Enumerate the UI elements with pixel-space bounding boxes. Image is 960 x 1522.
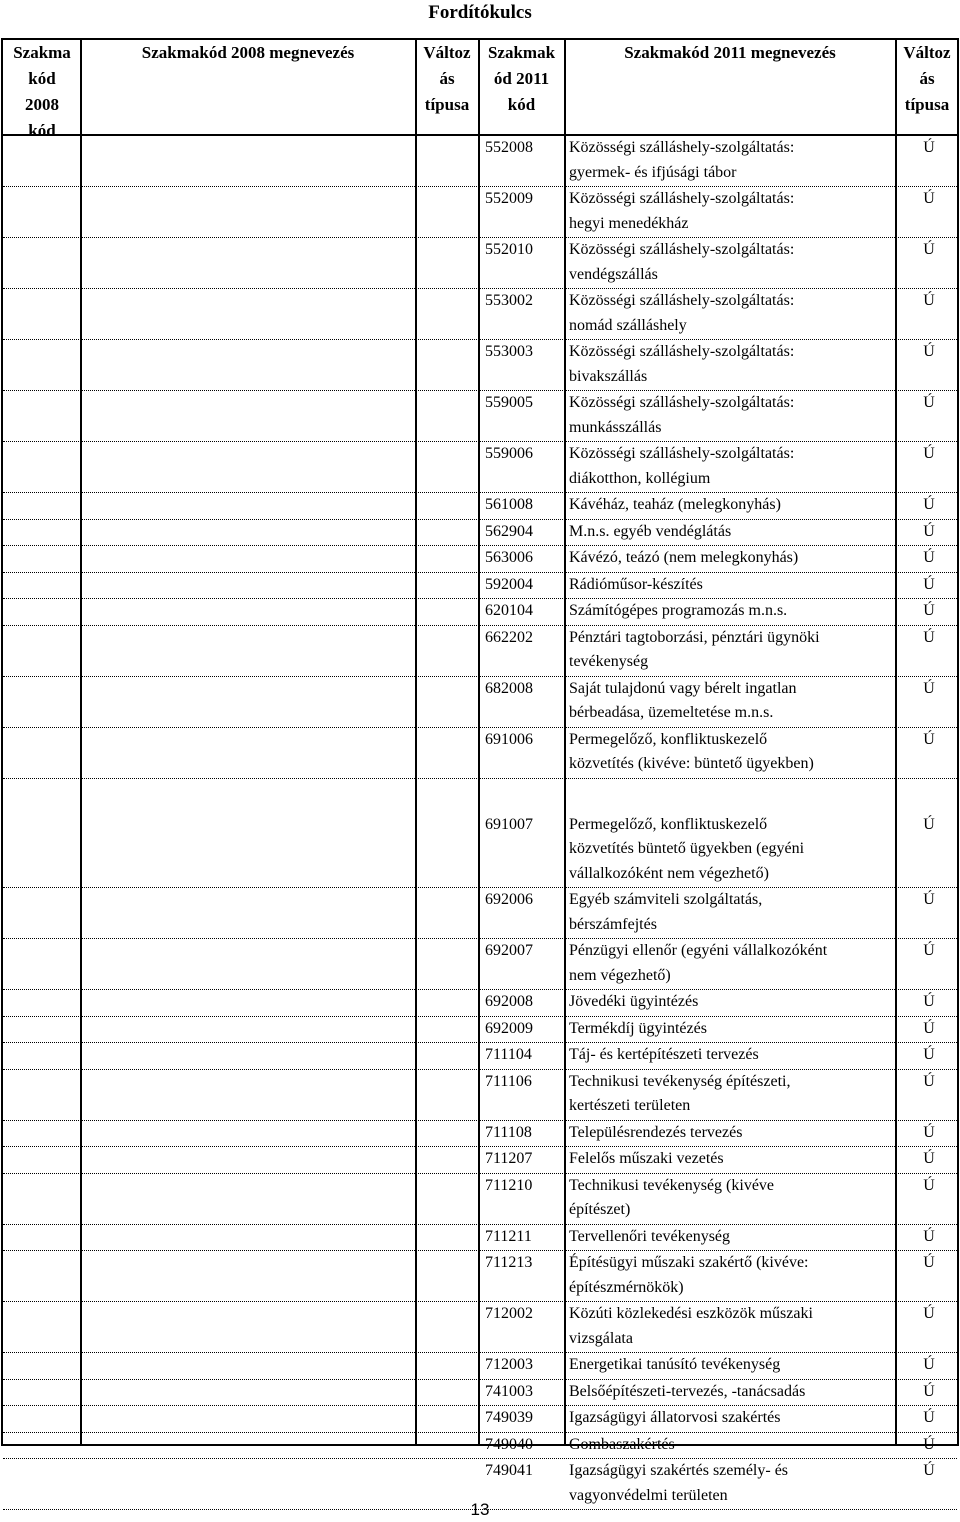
- szakmakod-2011-cell: 552008: [485, 139, 533, 156]
- table-row: [3, 391, 957, 440]
- table-row: [3, 493, 957, 518]
- megnevezes-line: Igazságügyi állatorvosi szakértés: [569, 1409, 781, 1426]
- page-number: 13: [470, 1500, 490, 1519]
- table-row: [3, 1147, 957, 1172]
- megnevezes-line: Permegelőző, konfliktuskezelő: [569, 815, 768, 833]
- table-row: [3, 626, 957, 675]
- table-row: [3, 442, 957, 491]
- szakmakod-2011-cell: 711104: [485, 1046, 532, 1063]
- megnevezes-line: hegyi menedékház: [569, 214, 689, 232]
- szakmakod-2011-cell: 691006: [485, 730, 533, 748]
- valtozas-tipusa-cell: Ú: [923, 575, 935, 593]
- megnevezes-line: gyermek- és ifjúsági tábor: [569, 163, 737, 181]
- header-szakmakod-2011: Szakmak ód 2011 kód: [487, 43, 556, 114]
- megnevezes-2011-cell: [569, 1121, 899, 1146]
- megnevezes-2011-cell: [569, 391, 899, 440]
- megnevezes-2011-cell: [569, 187, 899, 236]
- table-row: [3, 187, 957, 236]
- szakmakod-2011-cell: 553003: [485, 343, 533, 360]
- szakmakod-2011-cell: 712002: [485, 1305, 533, 1322]
- szakmakod-2011-cell: 692006: [485, 891, 533, 908]
- megnevezes-2011-cell: [569, 340, 899, 389]
- megnevezes-line: Tervellenőri tevékenység: [569, 1227, 731, 1245]
- megnevezes-2011-cell: [569, 1174, 899, 1223]
- megnevezes-line: bérszámfejtés: [569, 915, 657, 933]
- header-szakma-kod-2008: Szakma kód 2008 kód: [13, 43, 71, 140]
- megnevezes-line: Táj- és kertépítészeti tervezés: [569, 1046, 759, 1063]
- megnevezes-line: Energetikai tanúsító tevékenység: [569, 1356, 781, 1373]
- megnevezes-line: közvetítés büntető ügyekben (egyéni: [569, 840, 805, 857]
- megnevezes-line: Jövedéki ügyintézés: [569, 993, 699, 1010]
- szakmakod-2011-cell: 749039: [485, 1409, 533, 1426]
- table-row: [3, 728, 957, 777]
- megnevezes-line: Számítógépes programozás m.n.s.: [569, 602, 788, 619]
- table-row: [3, 939, 957, 988]
- megnevezes-2011-cell: [569, 493, 899, 518]
- table-row: [3, 1225, 957, 1250]
- valtozas-tipusa-cell: Ú: [923, 891, 935, 908]
- table-row: [3, 1070, 957, 1119]
- valtozas-tipusa-cell: Ú: [923, 522, 935, 540]
- table-row: [3, 136, 957, 185]
- table-row: [3, 520, 957, 545]
- megnevezes-2011-cell: [569, 1380, 899, 1405]
- megnevezes-2011-cell: [569, 626, 899, 675]
- megnevezes-line: Permegelőző, konfliktuskezelő: [569, 730, 768, 748]
- megnevezes-line: Pénztári tagtoborzási, pénztári ügynöki: [569, 628, 820, 646]
- valtozas-tipusa-cell: Ú: [923, 549, 935, 566]
- megnevezes-2011-cell: [569, 1147, 899, 1172]
- table-row: [3, 677, 957, 726]
- megnevezes-line: Saját tulajdonú vagy bérelt ingatlan: [569, 679, 797, 697]
- valtozas-tipusa-cell: Ú: [923, 139, 935, 156]
- valtozas-tipusa-cell: Ú: [923, 241, 935, 258]
- valtozas-tipusa-cell: Ú: [923, 628, 935, 646]
- szakmakod-2011-cell: 561008: [485, 496, 533, 513]
- table-row: [3, 1380, 957, 1405]
- valtozas-tipusa-cell: Ú: [923, 1382, 935, 1400]
- szakmakod-2011-cell: 691007: [485, 815, 533, 833]
- megnevezes-2011-cell: [569, 1406, 899, 1431]
- valtozas-tipusa-cell: Ú: [923, 815, 935, 833]
- table-row: [3, 1353, 957, 1378]
- szakmakod-2011-cell: 662202: [485, 628, 533, 646]
- szakmakod-2011-cell: 749041: [485, 1462, 533, 1479]
- megnevezes-2011-cell: [569, 289, 899, 338]
- szakmakod-2011-cell: 559005: [485, 394, 533, 411]
- megnevezes-2011-cell: [569, 939, 899, 988]
- valtozas-tipusa-cell: Ú: [923, 292, 935, 309]
- megnevezes-line: M.n.s. egyéb vendéglátás: [569, 522, 732, 540]
- megnevezes-line: Technikusi tevékenység építészeti,: [569, 1072, 791, 1090]
- megnevezes-line: kertészeti területen: [569, 1097, 691, 1114]
- megnevezes-line: Rádióműsor-készítés: [569, 575, 703, 593]
- table-row: [3, 599, 957, 624]
- megnevezes-line: munkásszállás: [569, 418, 662, 436]
- szakmakod-2011-cell: 711106: [485, 1072, 532, 1090]
- valtozas-tipusa-cell: Ú: [923, 993, 935, 1010]
- row-separator: [3, 778, 957, 779]
- megnevezes-2011-cell: [569, 546, 899, 571]
- header-valtozas-tipusa-2011: Változ ás típusa: [903, 43, 951, 114]
- valtozas-tipusa-cell: Ú: [923, 445, 935, 462]
- megnevezes-line: Építésügyi műszaki szakértő (kivéve:: [569, 1254, 809, 1271]
- megnevezes-line: Településrendezés tervezés: [569, 1123, 743, 1141]
- table-row: [3, 573, 957, 598]
- valtozas-tipusa-cell: Ú: [923, 1409, 935, 1426]
- megnevezes-2011-cell: [569, 1353, 899, 1378]
- megnevezes-line: Termékdíj ügyintézés: [569, 1019, 707, 1037]
- table-row: [3, 1251, 957, 1300]
- megnevezes-2011-cell: [569, 1302, 899, 1351]
- megnevezes-line: építészmérnökök): [569, 1278, 684, 1296]
- megnevezes-2011-cell: [569, 677, 899, 726]
- szakmakod-2011-cell: 711207: [485, 1150, 533, 1167]
- megnevezes-line: bérbeadása, üzemeltetése m.n.s.: [569, 704, 774, 721]
- szakmakod-2011-cell: 711210: [485, 1176, 533, 1194]
- valtozas-tipusa-cell: Ú: [923, 1072, 935, 1090]
- table-row: [3, 990, 957, 1015]
- header-valtozas-tipusa-2008: Változ ás típusa: [423, 43, 471, 114]
- megnevezes-line: Közösségi szálláshely-szolgáltatás:: [569, 292, 795, 309]
- szakmakod-2011-cell: 562904: [485, 522, 533, 540]
- megnevezes-line: Közösségi szálláshely-szolgáltatás:: [569, 343, 795, 360]
- megnevezes-line: közvetítés (kivéve: büntető ügyekben): [569, 755, 814, 772]
- szakmakod-2011-cell: 711211: [485, 1227, 532, 1245]
- megnevezes-2011-cell: [569, 990, 899, 1015]
- valtozas-tipusa-cell: Ú: [923, 1305, 935, 1322]
- table-row: [3, 238, 957, 287]
- table-row: [3, 813, 957, 887]
- megnevezes-2011-cell: [569, 442, 899, 491]
- szakmakod-2011-cell: 553002: [485, 292, 533, 309]
- table-row: [3, 546, 957, 571]
- valtozas-tipusa-cell: Ú: [923, 1123, 935, 1141]
- megnevezes-line: vizsgálata: [569, 1329, 633, 1347]
- megnevezes-2011-cell: [569, 728, 899, 777]
- megnevezes-2011-cell: [569, 573, 899, 598]
- szakmakod-2011-cell: 711213: [485, 1254, 533, 1271]
- table-row: [3, 1043, 957, 1068]
- megnevezes-line: Közúti közlekedési eszközök műszaki: [569, 1305, 813, 1322]
- szakmakod-2011-cell: 552010: [485, 241, 533, 258]
- table-row: [3, 289, 957, 338]
- megnevezes-2011-cell: [569, 599, 899, 624]
- table-row: [3, 1302, 957, 1351]
- megnevezes-line: Közösségi szálláshely-szolgáltatás:: [569, 241, 795, 258]
- megnevezes-2011-cell: [569, 136, 899, 185]
- valtozas-tipusa-cell: Ú: [923, 1435, 935, 1453]
- megnevezes-line: vállalkozóként nem végezhető): [569, 864, 769, 882]
- megnevezes-line: nomád szálláshely: [569, 316, 687, 334]
- megnevezes-line: Technikusi tevékenység (kivéve: [569, 1176, 775, 1194]
- megnevezes-2011-cell: [569, 1017, 899, 1042]
- szakmakod-2011-cell: 563006: [485, 549, 533, 566]
- megnevezes-line: Kávézó, teázó (nem melegkonyhás): [569, 549, 799, 566]
- szakmakod-2011-cell: 620104: [485, 602, 533, 619]
- valtozas-tipusa-cell: Ú: [923, 496, 935, 513]
- megnevezes-2011-cell: [569, 1251, 899, 1300]
- megnevezes-line: vendégszállás: [569, 265, 658, 283]
- megnevezes-2011-cell: [569, 520, 899, 545]
- szakmakod-2011-cell: 682008: [485, 679, 533, 697]
- megnevezes-line: tevékenység: [569, 653, 649, 670]
- szakmakod-2011-cell: 749040: [485, 1435, 533, 1453]
- megnevezes-line: diákotthon, kollégium: [569, 469, 711, 487]
- megnevezes-line: Közösségi szálláshely-szolgáltatás:: [569, 190, 795, 207]
- megnevezes-2011-cell: [569, 1070, 899, 1119]
- megnevezes-line: vagyonvédelmi területen: [569, 1486, 728, 1504]
- megnevezes-2011-cell: [569, 888, 899, 937]
- table-row: [3, 1433, 957, 1458]
- megnevezes-line: Belsőépítészeti-tervezés, -tanácsadás: [569, 1382, 806, 1400]
- szakmakod-2011-cell: 552009: [485, 190, 533, 207]
- header-megnevezes-2011: Szakmakód 2011 megnevezés: [624, 43, 836, 62]
- translation-key-table: [1, 38, 959, 1504]
- table-row: [3, 340, 957, 389]
- megnevezes-2011-cell: [569, 238, 899, 287]
- valtozas-tipusa-cell: Ú: [923, 942, 935, 959]
- valtozas-tipusa-cell: Ú: [923, 190, 935, 207]
- szakmakod-2011-cell: 692007: [485, 942, 533, 959]
- megnevezes-line: Közösségi szálláshely-szolgáltatás:: [569, 394, 795, 411]
- table-row: [3, 1406, 957, 1431]
- megnevezes-2011-cell: [569, 813, 899, 887]
- valtozas-tipusa-cell: Ú: [923, 1150, 935, 1167]
- megnevezes-2011-cell: [569, 1043, 899, 1068]
- megnevezes-line: Pénzügyi ellenőr (egyéni vállalkozóként: [569, 942, 828, 959]
- valtozas-tipusa-cell: Ú: [923, 394, 935, 411]
- szakmakod-2011-cell: 692009: [485, 1019, 533, 1037]
- szakmakod-2011-cell: 692008: [485, 993, 533, 1010]
- megnevezes-line: Közösségi szálláshely-szolgáltatás:: [569, 139, 795, 156]
- megnevezes-line: nem végezhető): [569, 966, 671, 984]
- megnevezes-line: Közösségi szálláshely-szolgáltatás:: [569, 445, 795, 462]
- valtozas-tipusa-cell: Ú: [923, 1227, 935, 1245]
- valtozas-tipusa-cell: Ú: [923, 1046, 935, 1063]
- header-megnevezes-2008: Szakmakód 2008 megnevezés: [141, 43, 355, 62]
- valtozas-tipusa-cell: Ú: [923, 1356, 935, 1373]
- valtozas-tipusa-cell: Ú: [923, 1176, 935, 1194]
- megnevezes-line: építészet): [569, 1201, 631, 1218]
- valtozas-tipusa-cell: Ú: [923, 343, 935, 360]
- megnevezes-line: Gombaszakértés: [569, 1435, 675, 1453]
- valtozas-tipusa-cell: Ú: [923, 1254, 935, 1271]
- megnevezes-line: Kávéház, teaház (melegkonyhás): [569, 496, 781, 513]
- szakmakod-2011-cell: 559006: [485, 445, 533, 462]
- valtozas-tipusa-cell: Ú: [923, 679, 935, 697]
- szakmakod-2011-cell: 592004: [485, 575, 533, 593]
- megnevezes-2011-cell: [569, 1225, 899, 1250]
- table-row: [3, 888, 957, 937]
- megnevezes-line: Egyéb számviteli szolgáltatás,: [569, 891, 763, 908]
- table-row: [3, 1017, 957, 1042]
- page-title: Fordítókulcs: [428, 2, 532, 23]
- table-row: [3, 1121, 957, 1146]
- szakmakod-2011-cell: 712003: [485, 1356, 533, 1373]
- megnevezes-line: bivakszállás: [569, 367, 648, 385]
- table-row: [3, 1174, 957, 1223]
- megnevezes-2011-cell: [569, 1433, 899, 1458]
- table-header: [3, 40, 957, 140]
- megnevezes-line: Igazságügyi szakértés személy- és: [569, 1462, 789, 1479]
- szakmakod-2011-cell: 711108: [485, 1123, 532, 1141]
- valtozas-tipusa-cell: Ú: [923, 602, 935, 619]
- valtozas-tipusa-cell: Ú: [923, 730, 935, 748]
- szakmakod-2011-cell: 741003: [485, 1382, 533, 1400]
- valtozas-tipusa-cell: Ú: [923, 1019, 935, 1037]
- valtozas-tipusa-cell: Ú: [923, 1462, 935, 1479]
- megnevezes-line: Felelős műszaki vezetés: [569, 1150, 724, 1167]
